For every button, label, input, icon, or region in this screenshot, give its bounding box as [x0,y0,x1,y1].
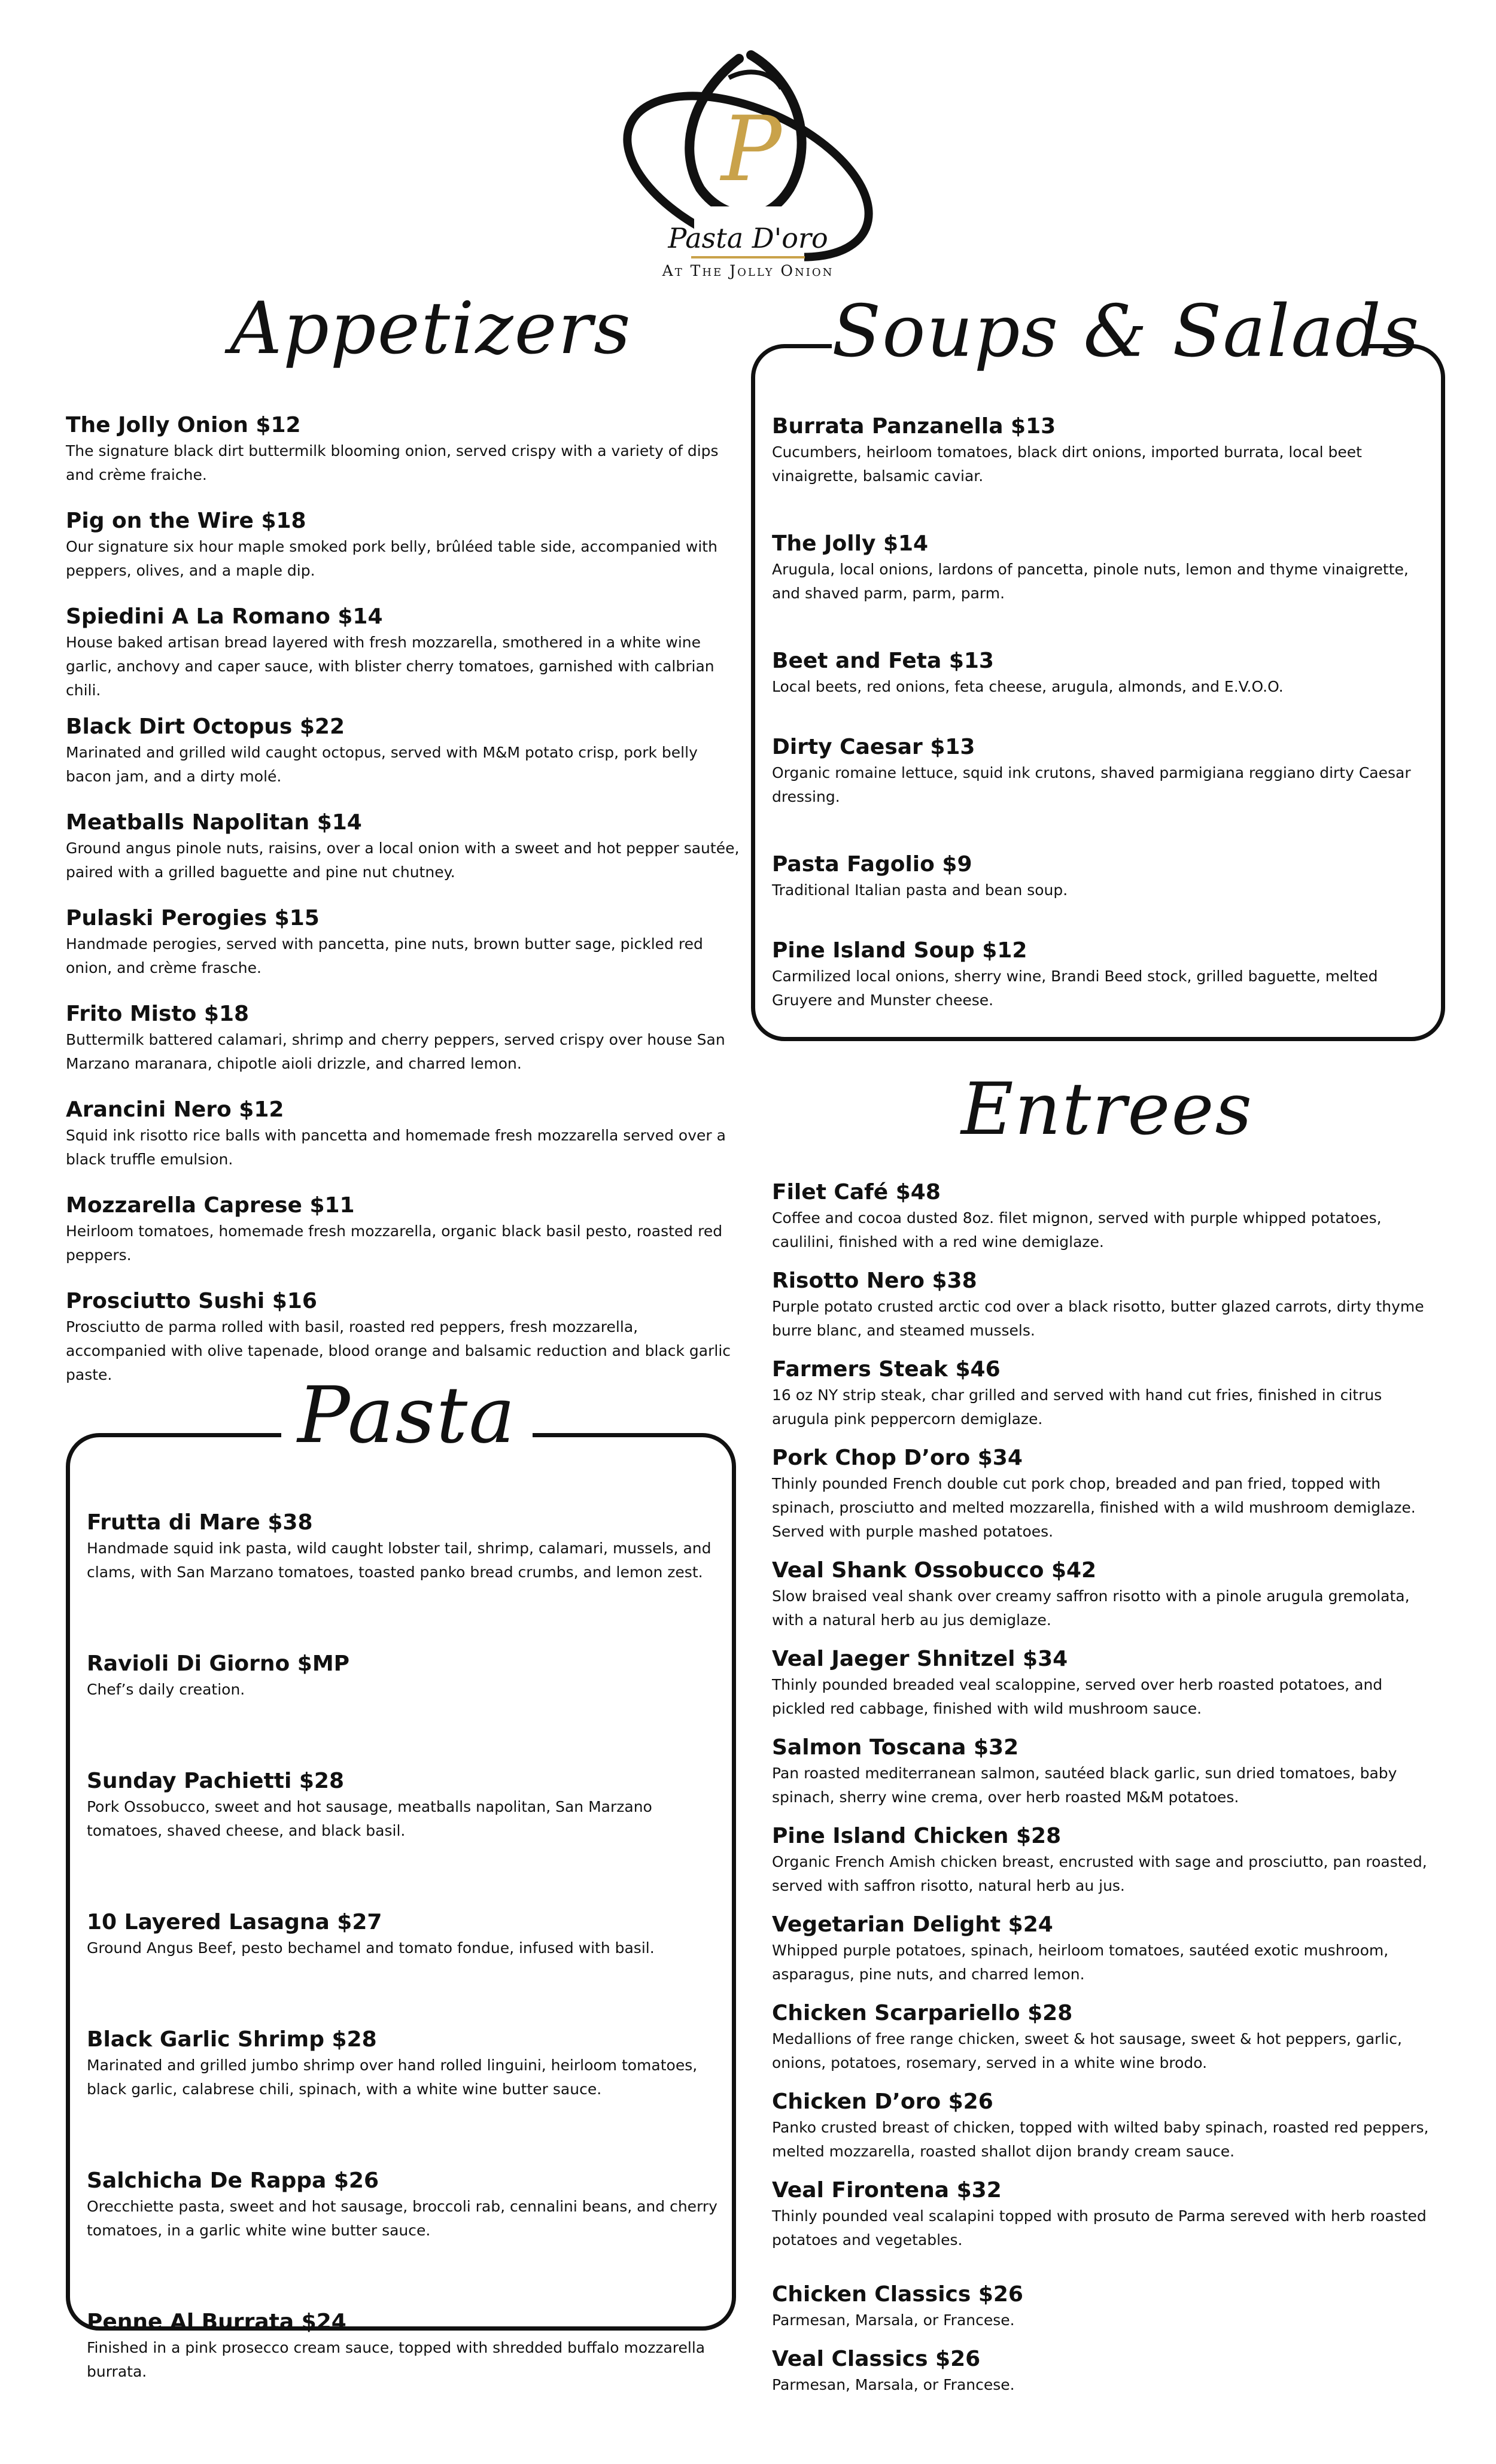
menu-item [772,1734,1436,1809]
menu-item-description: Purple potato crusted arctic cod over a black risotto, butter glazed carrots, dirty thyme burre blanc, and steamed mussels. [772,1298,1424,1339]
menu-item-description: Our signature six hour maple smoked pork belly, brûléed table side, accompanied with peppers, olives, and a maple dip. [66,538,717,579]
menu-item [66,1192,742,1267]
menu-item-description: Marinated and grilled wild caught octopus, served with M&M potato crisp, pork belly bacon jam, and a dirty molé. [66,744,698,785]
menu-item-description: Handmade squid ink pasta, wild caught lobster tail, shrimp, calamari, mussels, and clams, with San Marzano tomatoes, toasted panko bread crumbs, and lemon zest. [87,1540,711,1581]
menu-item-description: Pork Ossobucco, sweet and hot sausage, meatballs napolitan, San Marzano tomatoes, shaved cheese, and black basil. [87,1798,652,1839]
menu-item-description: Orecchiette pasta, sweet and hot sausage, broccoli rab, cennalini beans, and cherry tomatoes, in a garlic white wine butter sauce. [87,2198,717,2239]
menu-item-name: Black Garlic Shrimp $28 [87,2027,377,2052]
menu-item-description: Prosciutto de parma rolled with basil, roasted red peppers, fresh mozzarella, accompanied with olive tapenade, blood orange and balsamic reduction and black garlic paste. [66,1318,731,1383]
menu-item [772,1911,1436,1987]
menu-item-name: Spiedini A La Romano $14 [66,604,383,629]
appetizers-title: Appetizers [230,287,632,370]
menu-item-description: Panko crusted breast of chicken, topped with wilted baby spinach, roasted red peppers, melted mozzarella, roasted shallot dijon brandy cream sauce. [772,2119,1429,2160]
menu-item [772,2177,1436,2252]
menu-item [87,2308,721,2384]
menu-item-description: The signature black dirt buttermilk blooming onion, served crispy with a variety of dips and crème fraiche. [66,442,719,483]
menu-item [772,647,1424,699]
menu-item-description: Thinly pounded breaded veal scaloppine, served over herb roasted potatoes, and pickled red cabbage, finished with wild mushroom sauce. [772,1676,1383,1717]
menu-item-name: Vegetarian Delight $24 [772,1912,1053,1937]
menu-item-name: Burrata Panzanella $13 [772,414,1056,439]
menu-item [772,1645,1436,1721]
menu-item [66,905,742,980]
menu-item-name: Pulaski Perogies $15 [66,906,320,930]
menu-item-name: Frutta di Mare $38 [87,1510,313,1535]
logo-tagline: At The Jolly Onion [662,262,834,279]
pasta-list [87,1509,721,2384]
menu-item-name: Veal Firontena $32 [772,2178,1002,2203]
menu-item [772,734,1424,809]
menu-item [66,412,742,487]
menu-item-name: Veal Classics $26 [772,2347,981,2371]
menu-item-description: Organic romaine lettuce, squid ink crutons, shaved parmigiana reggiano dirty Caesar dressing. [772,764,1411,805]
logo [592,42,904,305]
entrees-list [772,1179,1436,2397]
menu-item [66,1000,742,1076]
menu-item-name: Risotto Nero $38 [772,1268,977,1293]
menu-item [772,2281,1436,2332]
menu-item-description: Thinly pounded veal scalapini topped with prosuto de Parma sereved with herb roasted potatoes and vegetables. [772,2207,1427,2249]
menu-item [87,1650,721,1702]
menu-item [772,1267,1436,1343]
menu-item-name: Black Dirt Octopus $22 [66,714,345,739]
menu-item-description: Pan roasted mediterranean salmon, sautéed black garlic, sun dried tomatoes, baby spinach, sherry wine crema, over herb roasted M&M potatoes. [772,1765,1397,1806]
soups-salads-list [772,413,1424,1012]
menu-item [66,603,742,702]
appetizers-list [66,412,742,1387]
menu-item-name: Pig on the Wire $18 [66,509,306,533]
menu-item-description: 16 oz NY strip steak, char grilled and served with hand cut fries, finished in citrus arugula pink peppercorn demiglaze. [772,1386,1382,1428]
menu-item [66,713,742,789]
menu-item [772,413,1424,488]
menu-item-description: Buttermilk battered calamari, shrimp and cherry peppers, served crispy over house San Marzano maranara, chipotle aioli drizzle, and charred lemon. [66,1031,725,1072]
menu-item [772,1823,1436,1898]
logo-monogram: P [721,98,782,202]
menu-item-description: Carmilized local onions, sherry wine, Brandi Beed stock, grilled baguette, melted Gruyere and Munster cheese. [772,968,1378,1009]
menu-item-name: Farmers Steak $46 [772,1357,1001,1382]
menu-item-name: Veal Shank Ossobucco $42 [772,1558,1097,1583]
menu-item [87,1909,721,1960]
menu-item-description: Medallions of free range chicken, sweet & hot sausage, sweet & hot peppers, garlic, onions, potatoes, rosemary, served in a white wine brodo. [772,2030,1402,2071]
entrees-title: Entrees [960,1068,1254,1151]
menu-item-name: Salmon Toscana $32 [772,1735,1019,1760]
menu-item [772,1356,1436,1431]
menu-item-name: Frito Misto $18 [66,1002,250,1026]
menu-item-description: Handmade perogies, served with pancetta, pine nuts, brown butter sage, pickled red onion, and crème frasche. [66,935,703,977]
menu-item-name: Pasta Fagolio $9 [772,852,972,877]
logo-name: Pasta D'oro [668,222,828,254]
menu-item-name: The Jolly Onion $12 [66,413,301,437]
menu-item-description: Ground Angus Beef, pesto bechamel and tomato fondue, infused with basil. [87,1939,655,1957]
menu-item [772,2000,1436,2075]
menu-item [66,809,742,884]
menu-item-name: 10 Layered Lasagna $27 [87,1910,382,1934]
menu-item [772,1557,1436,1632]
menu-item-name: Veal Jaeger Shnitzel $34 [772,1647,1068,1671]
menu-item-description: Parmesan, Marsala, or Francese. [772,2376,1015,2393]
menu-item-name: Pine Island Chicken $28 [772,1824,1062,1848]
menu-item-name: Pork Chop D’oro $34 [772,1446,1023,1470]
menu-item-name: Penne Al Burrata $24 [87,2310,346,2334]
menu-item-description: Squid ink risotto rice balls with pancetta and homemade fresh mozzarella served over a black truffle emulsion. [66,1127,726,1168]
menu-item-description: Traditional Italian pasta and bean soup. [772,881,1068,899]
logo-divider [691,256,805,258]
menu-item-name: Dirty Caesar $13 [772,735,975,759]
menu-item-description: Parmesan, Marsala, or Francese. [772,2311,1015,2329]
menu-item-name: Arancini Nero $12 [66,1097,284,1122]
menu-item-description: Whipped purple potatoes, spinach, heirloom tomatoes, sautéed exotic mushroom, asparagus, pine nuts, and charred lemon. [772,1942,1389,1983]
menu-item-name: Prosciutto Sushi $16 [66,1289,317,1313]
menu-item-name: Salchicha De Rappa $26 [87,2168,379,2193]
menu-item-name: Sunday Pachietti $28 [87,1769,345,1793]
menu-item [772,937,1424,1012]
menu-item-name: Chicken Classics $26 [772,2282,1023,2307]
menu-item [87,2026,721,2101]
menu-item-description: Heirloom tomatoes, homemade fresh mozzarella, organic black basil pesto, roasted red peppers. [66,1222,723,1264]
pasta-title: Pasta [297,1370,516,1461]
menu-item-description: Ground angus pinole nuts, raisins, over a local onion with a sweet and hot pepper sautée, paired with a grilled baguette and pine nut chutney. [66,839,740,881]
menu-item-description: House baked artisan bread layered with fresh mozzarella, smothered in a white wine garlic, anchovy and caper sauce, with blister cherry tomatoes, garnished with calbrian chili. [66,634,714,699]
menu-item-name: Meatballs Napolitan $14 [66,810,362,835]
menu-item-description: Chef’s daily creation. [87,1681,245,1698]
menu-item [772,2346,1436,2397]
menu-item-description: Slow braised veal shank over creamy saffron risotto with a pinole arugula gremolata, with a natural herb au jus demiglaze. [772,1587,1410,1629]
menu-item-description: Thinly pounded French double cut pork chop, breaded and pan fried, topped with spinach, prosciutto and melted mozzarella, finished with a wild mushroom demiglaze. Served with purple mashed potatoes. [772,1475,1416,1540]
menu-item [66,1096,742,1172]
menu-item [87,1768,721,1843]
soups-salads-title: Soups & Salads [832,290,1421,373]
menu-item-name: Chicken D’oro $26 [772,2089,993,2114]
menu-item [772,1179,1436,1254]
menu-item [87,2167,721,2243]
menu-item-name: Mozzarella Caprese $11 [66,1193,355,1218]
menu-item-name: Chicken Scarpariello $28 [772,2001,1073,2025]
menu-item-name: Beet and Feta $13 [772,649,994,673]
menu-item [772,530,1424,606]
menu-item-name: Pine Island Soup $12 [772,938,1027,963]
menu-item-name: Filet Café $48 [772,1180,941,1204]
menu-item-description: Local beets, red onions, feta cheese, arugula, almonds, and E.V.O.O. [772,678,1284,695]
menu-item [87,1509,721,1584]
menu-item-description: Finished in a pink prosecco cream sauce, topped with shredded buffalo mozzarella burrata. [87,2339,706,2380]
menu-item-description: Organic French Amish chicken breast, encrusted with sage and prosciutto, pan roasted, served with saffron risotto, natural herb au jus. [772,1853,1427,1894]
menu-item [772,2088,1436,2164]
menu-item-name: Ravioli Di Giorno $MP [87,1651,350,1676]
menu-item-description: Arugula, local onions, lardons of pancetta, pinole nuts, lemon and thyme vinaigrette, and shaved parm, parm, parm. [772,561,1409,602]
menu-item-description: Cucumbers, heirloom tomatoes, black dirt onions, imported burrata, local beet vinaigrette, balsamic caviar. [772,443,1362,485]
menu-item-description: Coffee and cocoa dusted 8oz. filet mignon, served with purple whipped potatoes, caulilini, finished with a red wine demiglaze. [772,1209,1382,1251]
menu-item-name: The Jolly $14 [772,531,929,556]
menu-item [772,851,1424,902]
menu-item [66,507,742,583]
menu-item-description: Marinated and grilled jumbo shrimp over hand rolled linguini, heirloom tomatoes, black garlic, calabrese chili, spinach, with a white wine butter sauce. [87,2057,698,2098]
menu-item [772,1444,1436,1544]
